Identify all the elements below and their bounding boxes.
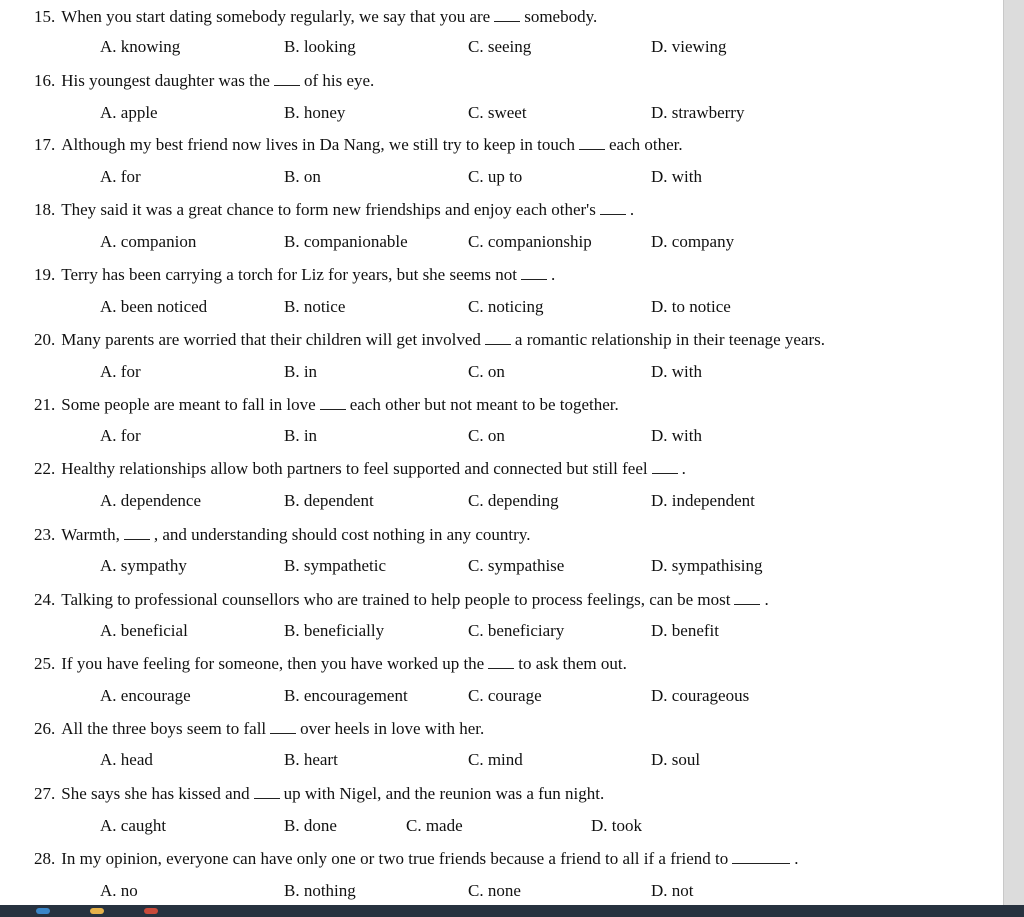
question-20 — [34, 329, 825, 351]
option-a: A. apple — [100, 103, 158, 122]
option-b: B. beneficially — [284, 621, 385, 640]
options-27 — [0, 816, 1004, 838]
option-a: A. head — [100, 750, 153, 769]
option-a: A. knowing — [100, 37, 181, 56]
question-19 — [34, 264, 555, 286]
question-22 — [34, 458, 686, 480]
question-text: Many parents are worried that their children will get involved — [61, 330, 481, 349]
option-b: B. encouragement — [284, 686, 408, 705]
option-a: A. companion — [100, 232, 197, 251]
answer-blank — [124, 525, 150, 540]
option-a: A. no — [100, 881, 138, 900]
options-22 — [0, 491, 1004, 513]
option-b: B. dependent — [284, 491, 374, 510]
question-text: When you start dating somebody regularly, we say that you are — [61, 7, 491, 26]
option-c: C. up to — [468, 167, 523, 186]
app-icon[interactable] — [36, 908, 50, 914]
option-d: D. took — [591, 816, 642, 835]
question-text-end: . — [764, 590, 769, 609]
question-number: 22. — [34, 459, 56, 478]
answer-blank — [579, 135, 605, 150]
option-b: B. nothing — [284, 881, 356, 900]
option-d: D. viewing — [651, 37, 727, 56]
question-text: Although my best friend now lives in Da Nang, we still try to keep in touch — [61, 135, 575, 154]
question-number: 27. — [34, 784, 56, 803]
question-24 — [34, 589, 769, 611]
question-text-end: , and understanding should cost nothing in any country. — [153, 525, 531, 544]
option-c: C. beneficiary — [468, 621, 565, 640]
question-number: 17. — [34, 135, 56, 154]
answer-blank — [521, 265, 547, 280]
question-text-end: of his eye. — [303, 71, 375, 90]
question-text-end: somebody. — [524, 7, 598, 26]
options-24 — [0, 621, 1004, 643]
question-text-end: over heels in love with her. — [300, 719, 485, 738]
option-d: D. with — [651, 426, 702, 445]
option-c: C. none — [468, 881, 521, 900]
question-25 — [34, 653, 627, 675]
browser-icon[interactable] — [144, 908, 158, 914]
option-c: C. sympathise — [468, 556, 565, 575]
question-text-end: each other but not meant to be together. — [349, 395, 619, 414]
question-15 — [34, 6, 597, 28]
options-15 — [0, 37, 1004, 59]
option-c: C. sweet — [468, 103, 527, 122]
question-text-end: . — [629, 200, 635, 219]
option-a: A. caught — [100, 816, 167, 835]
option-d: D. benefit — [651, 621, 719, 640]
question-number: 28. — [34, 849, 56, 868]
answer-blank — [274, 71, 300, 86]
question-number: 15. — [34, 7, 56, 26]
question-26 — [34, 718, 484, 740]
answer-blank — [732, 849, 790, 864]
question-number: 26. — [34, 719, 56, 738]
question-text: They said it was a great chance to form new friendships and enjoy each other's — [61, 200, 596, 219]
option-d: D. not — [651, 881, 694, 900]
answer-blank — [320, 395, 346, 410]
option-b: B. heart — [284, 750, 338, 769]
options-18 — [0, 232, 1004, 254]
question-number: 19. — [34, 265, 56, 284]
option-b: B. in — [284, 426, 318, 445]
question-16 — [34, 70, 374, 92]
question-text-end: up with Nigel, and the reunion was a fun night. — [283, 784, 605, 803]
option-b: B. in — [284, 362, 318, 381]
answer-blank — [652, 459, 678, 474]
option-a: A. for — [100, 426, 141, 445]
option-d: D. sympathising — [651, 556, 763, 575]
question-text: She says she has kissed and — [61, 784, 250, 803]
option-c: C. depending — [468, 491, 559, 510]
question-text: Healthy relationships allow both partners to feel supported and connected but still feel — [61, 459, 648, 478]
options-19 — [0, 297, 1004, 319]
question-text: If you have feeling for someone, then you have worked up the — [61, 654, 485, 673]
option-a: A. for — [100, 167, 141, 186]
question-number: 20. — [34, 330, 56, 349]
options-20 — [0, 362, 1004, 384]
question-text: Terry has been carrying a torch for Liz for years, but she seems not — [61, 265, 517, 284]
options-25 — [0, 686, 1004, 708]
option-c: C. noticing — [468, 297, 544, 316]
options-26 — [0, 750, 1004, 772]
option-a: A. beneficial — [100, 621, 188, 640]
options-23 — [0, 556, 1004, 578]
option-c: C. courage — [468, 686, 542, 705]
question-27 — [34, 783, 604, 805]
question-number: 21. — [34, 395, 56, 414]
question-text: Talking to professional counsellors who are trained to help people to process feelings, can be most — [61, 590, 731, 609]
question-21 — [34, 394, 619, 416]
scrollbar-track[interactable] — [1003, 0, 1024, 905]
option-b: B. sympathetic — [284, 556, 386, 575]
question-23 — [34, 524, 530, 546]
question-text-end: . — [551, 265, 556, 284]
answer-blank — [494, 7, 520, 22]
option-a: A. for — [100, 362, 141, 381]
options-17 — [0, 167, 1004, 189]
question-number: 18. — [34, 200, 56, 219]
question-number: 16. — [34, 71, 56, 90]
option-c: C. on — [468, 426, 505, 445]
option-b: B. notice — [284, 297, 346, 316]
option-b: B. looking — [284, 37, 356, 56]
question-17 — [34, 134, 683, 156]
option-d: D. with — [651, 362, 702, 381]
question-text-end: . — [681, 459, 686, 478]
question-18 — [34, 199, 634, 221]
option-b: B. done — [284, 816, 337, 835]
option-d: D. to notice — [651, 297, 731, 316]
option-a: A. dependence — [100, 491, 202, 510]
question-text: In my opinion, everyone can have only one or two true friends because a friend to all if a friend to — [61, 849, 729, 868]
question-text-end: to ask them out. — [518, 654, 627, 673]
option-c: C. companionship — [468, 232, 592, 251]
option-b: B. on — [284, 167, 321, 186]
options-21 — [0, 426, 1004, 448]
question-text: His youngest daughter was the — [61, 71, 270, 90]
option-d: D. soul — [651, 750, 701, 769]
option-a: A. been noticed — [100, 297, 208, 316]
question-text: Some people are meant to fall in love — [61, 395, 316, 414]
answer-blank — [485, 330, 511, 345]
option-a: A. encourage — [100, 686, 191, 705]
question-text-end: each other. — [608, 135, 683, 154]
option-c: C. made — [406, 816, 463, 835]
options-28 — [0, 881, 1004, 903]
option-d: D. strawberry — [651, 103, 745, 122]
answer-blank — [488, 654, 514, 669]
option-c: C. seeing — [468, 37, 532, 56]
question-text: Warmth, — [61, 525, 120, 544]
answer-blank — [270, 719, 296, 734]
question-text-end: . — [794, 849, 799, 868]
folder-icon[interactable] — [90, 908, 104, 914]
answer-blank — [734, 590, 760, 605]
option-b: B. honey — [284, 103, 346, 122]
taskbar — [0, 905, 1024, 917]
option-d: D. independent — [651, 491, 755, 510]
question-28 — [34, 848, 799, 870]
option-a: A. sympathy — [100, 556, 187, 575]
option-c: C. on — [468, 362, 505, 381]
question-number: 25. — [34, 654, 56, 673]
question-number: 24. — [34, 590, 56, 609]
question-text-end: a romantic relationship in their teenage years. — [514, 330, 826, 349]
option-d: D. courageous — [651, 686, 750, 705]
question-number: 23. — [34, 525, 56, 544]
options-16 — [0, 103, 1004, 125]
option-d: D. with — [651, 167, 702, 186]
option-c: C. mind — [468, 750, 523, 769]
answer-blank — [254, 784, 280, 799]
option-b: B. companionable — [284, 232, 408, 251]
answer-blank — [600, 200, 626, 215]
option-d: D. company — [651, 232, 735, 251]
question-text: All the three boys seem to fall — [61, 719, 267, 738]
